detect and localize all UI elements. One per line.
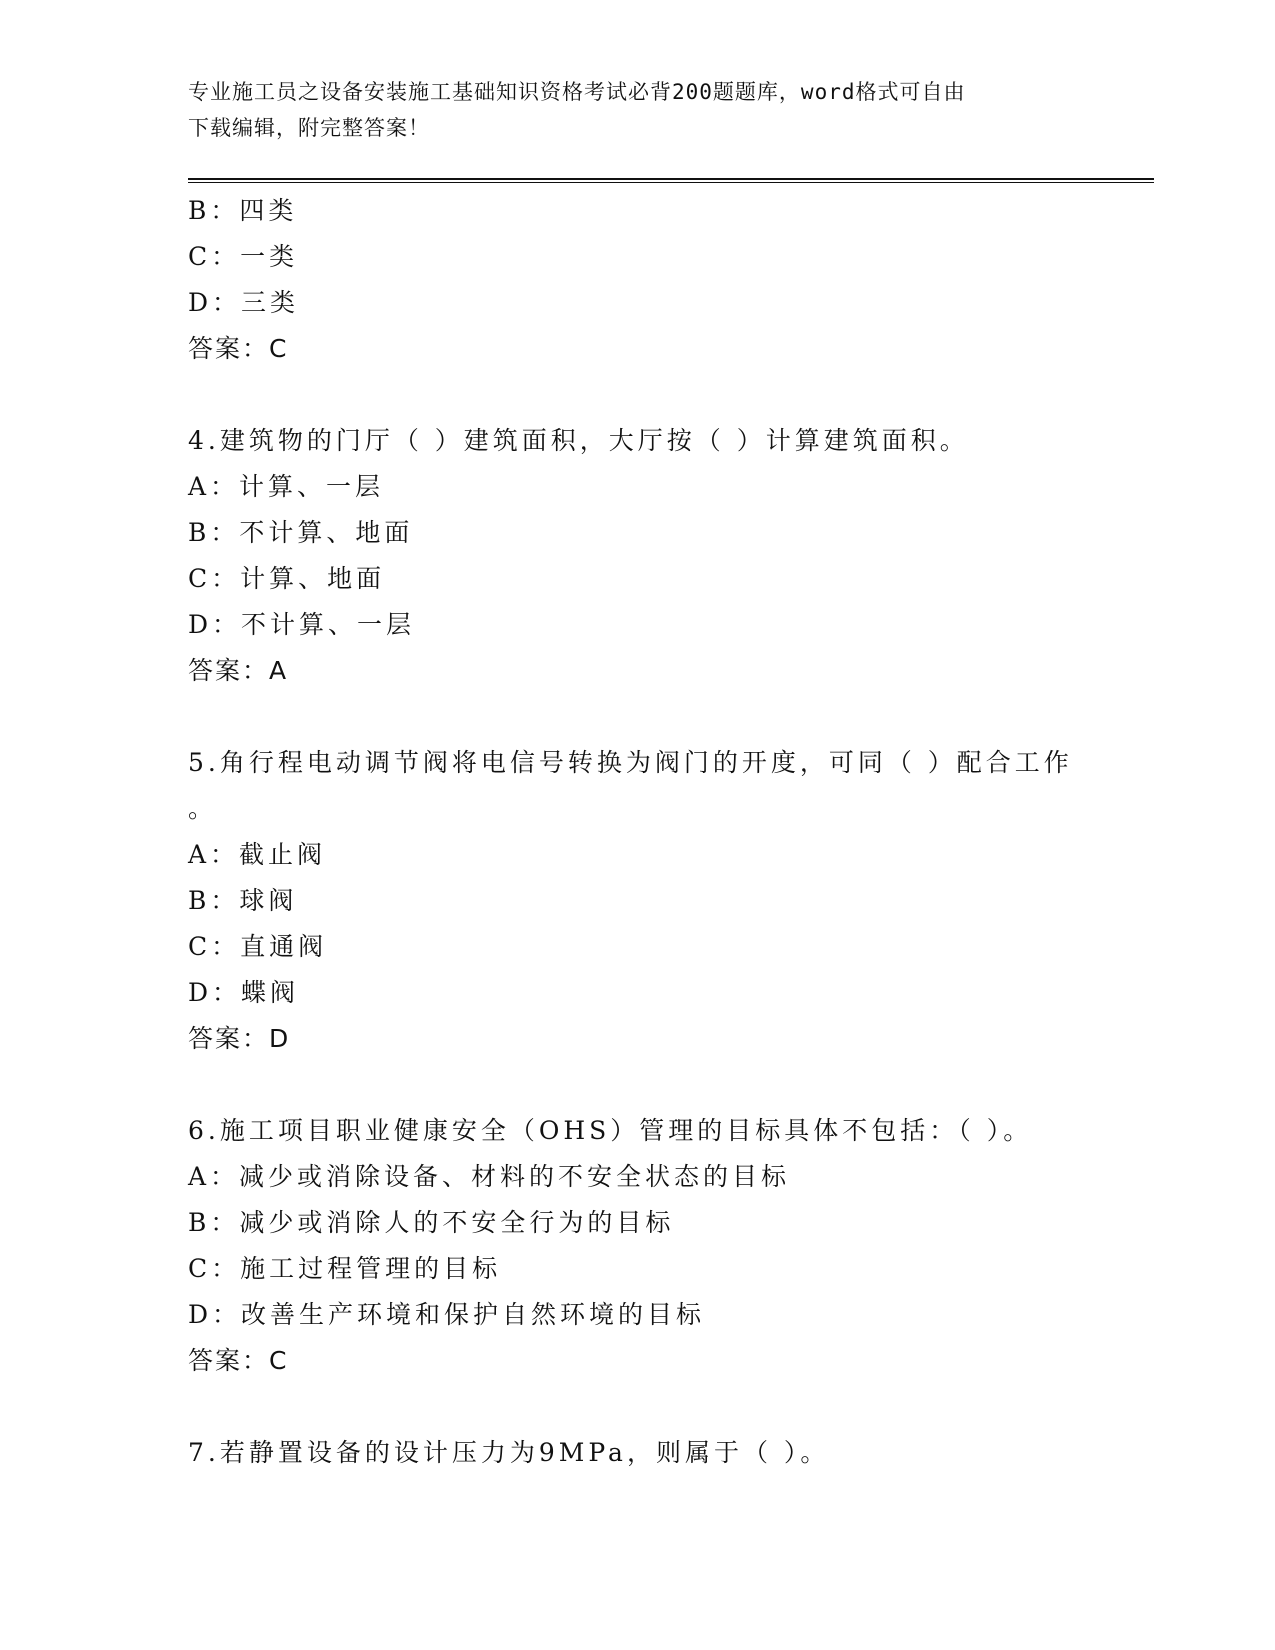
spacer (188, 694, 1148, 740)
option-d: D：蝶阀 (188, 978, 300, 1007)
option-c: C：一类 (188, 242, 299, 271)
option-b: B：减少或消除人的不安全行为的目标 (188, 1208, 675, 1237)
option-b: B：球阀 (188, 886, 298, 915)
option-a: A：计算、一层 (188, 472, 385, 501)
question-4 (188, 418, 1148, 694)
question-stem: 4.建筑物的门厅（ ）建筑面积，大厅按（ ）计算建筑面积。 (188, 426, 969, 455)
question-stem-continuation: 。 (188, 794, 214, 823)
question-stem: 5.角行程电动调节阀将电信号转换为阀门的开度，可同（ ）配合工作 (188, 748, 1073, 777)
question-5 (188, 740, 1148, 1062)
spacer (188, 372, 1148, 418)
option-d: D：不计算、一层 (188, 610, 416, 639)
option-c: C：计算、地面 (188, 564, 386, 593)
answer-line: 答案：D (188, 1024, 291, 1053)
question-list (188, 188, 1148, 1476)
answer-line: 答案：C (188, 334, 289, 363)
option-c: C：直通阀 (188, 932, 328, 961)
option-a: A：截止阀 (188, 840, 327, 869)
question-3-tail (188, 188, 1148, 372)
option-d: D：三类 (188, 288, 300, 317)
option-b: B：四类 (188, 196, 298, 225)
question-6 (188, 1108, 1148, 1384)
option-c: C：施工过程管理的目标 (188, 1254, 502, 1283)
question-stem: 6.施工项目职业健康安全（OHS）管理的目标具体不包括：（ ）。 (188, 1116, 1033, 1145)
header-divider-thick (188, 178, 1154, 180)
option-a: A：减少或消除设备、材料的不安全状态的目标 (188, 1162, 791, 1191)
question-7 (188, 1430, 1148, 1476)
header-title-line1: 专业施工员之设备安装施工基础知识资格考试必背200题题库，word格式可自由 (188, 80, 966, 104)
answer-line: 答案：A (188, 656, 289, 685)
spacer (188, 1062, 1148, 1108)
header-title-line2: 下载编辑，附完整答案！ (188, 116, 430, 140)
option-b: B：不计算、地面 (188, 518, 414, 547)
document-header (188, 74, 1068, 146)
question-stem: 7.若静置设备的设计压力为9MPa，则属于（ ）。 (188, 1438, 830, 1467)
answer-line: 答案：C (188, 1346, 289, 1375)
spacer (188, 1384, 1148, 1430)
option-d: D：改善生产环境和保护自然环境的目标 (188, 1300, 706, 1329)
header-divider-thin (188, 182, 1154, 183)
